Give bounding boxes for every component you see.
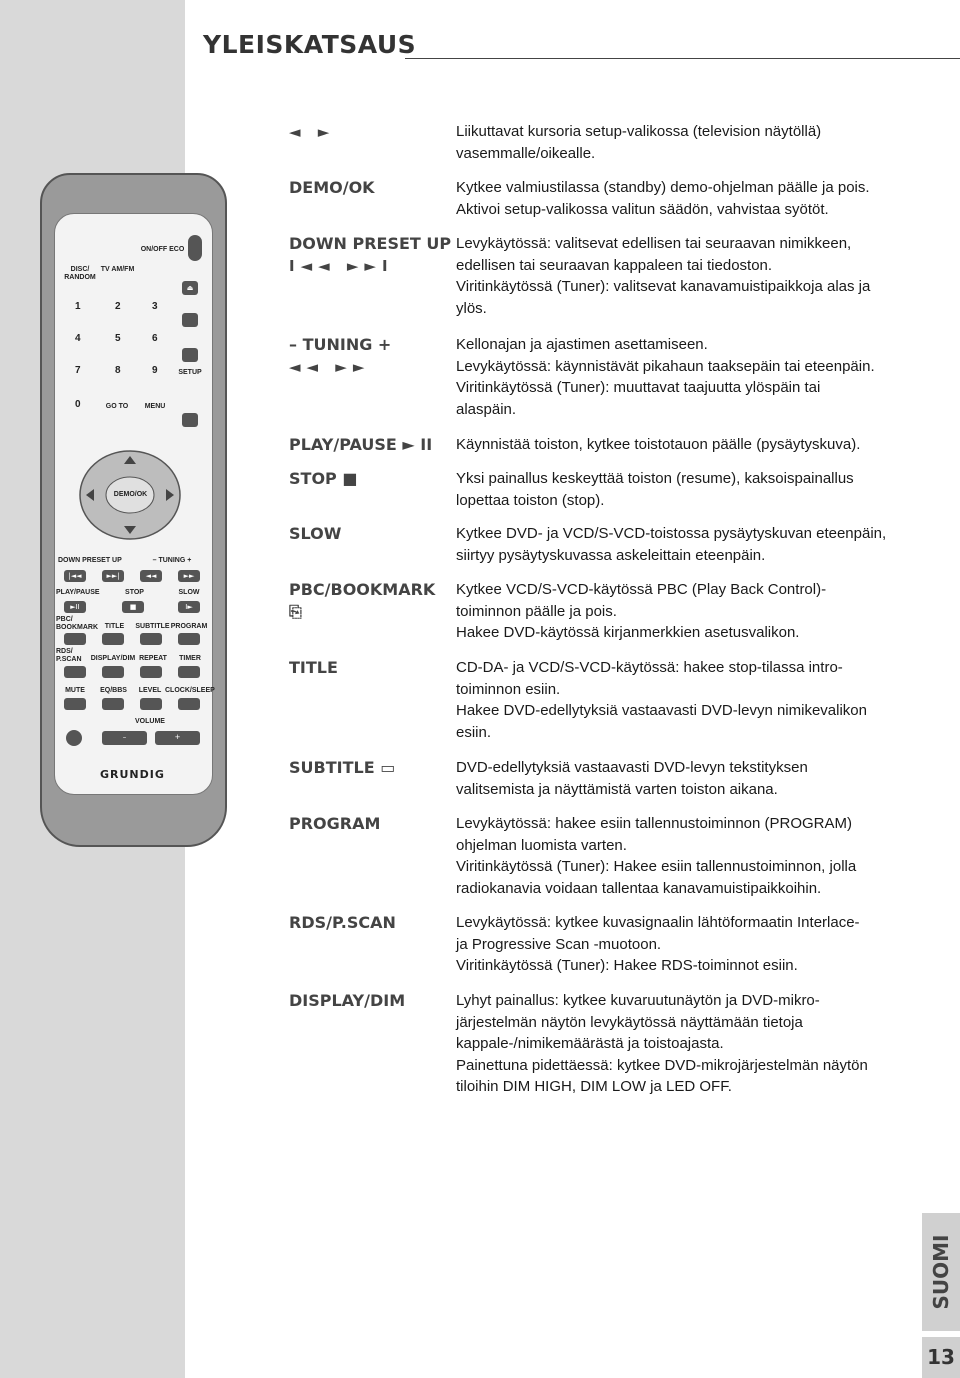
description-line: ohjelman luomista varten. [456, 836, 627, 854]
description-line: Viritinkäytössä (Tuner): muuttavat taajuutta ylöspäin tai [456, 379, 821, 397]
search-icons: ◄◄ ►► [289, 358, 371, 376]
remote-digit-0: 0 [75, 399, 81, 410]
rewind-button: ◄◄ [140, 570, 162, 582]
description-line: radiokanavia voidaan tallentaa kanavamuistipaikkoihin. [456, 879, 822, 897]
power-button [188, 235, 202, 261]
remote-label-clock-sleep: CLOCK/SLEEP [165, 687, 215, 694]
remote-label-pbc-bookmark: PBC/ BOOKMARK [56, 616, 98, 631]
page-title: YLEISKATSAUS [203, 30, 417, 59]
description-line: vasemmalle/oikealle. [456, 144, 596, 162]
description-line: Lyhyt painallus: kytkee kuvaruutunäytön ja DVD-mikro- [456, 992, 820, 1009]
remote-label-onoff-eco: ON/OFF ECO [140, 246, 185, 253]
timer-button [178, 666, 200, 678]
description-line: Hakee DVD-käytössä kirjanmerkkien asetusvalikon. [456, 624, 800, 642]
entry-term: DEMO/OK [289, 178, 375, 197]
remote-digit-8: 8 [115, 365, 121, 376]
description-line: Kytkee valmiustilassa (standby) demo-ohjelman päälle ja pois. [456, 179, 870, 196]
entry-term: SUBTITLE ▭ [289, 758, 396, 777]
remote-digit-6: 6 [152, 333, 158, 344]
entry-description [456, 657, 911, 743]
title-button [102, 633, 124, 645]
play-pause-button: ►II [64, 601, 86, 613]
term-label: PBC/BOOKMARK [289, 580, 436, 599]
level-button [140, 698, 162, 710]
entry-term: RDS/P.SCAN [289, 913, 396, 932]
clock-button [178, 698, 200, 710]
eject-button: ⏏ [182, 281, 198, 295]
description-line: Kytkee VCD/S-VCD-käytössä PBC (Play Back Control)- [456, 581, 827, 598]
description-line: Viritinkäytössä (Tuner): Hakee esiin tallennustoiminnon, jolla [456, 858, 857, 876]
entry-description [456, 579, 911, 644]
description-line: lopettaa toiston (stop). [456, 491, 605, 509]
entry-description [456, 121, 911, 164]
remote-label-tv-amfm: TV AM/FM [100, 266, 135, 273]
description-line: ylös. [456, 299, 487, 317]
description-line: Viritinkäytössä (Tuner): valitsevat kanavamuistipaikkoja alas ja [456, 278, 871, 296]
page-number: 13 [922, 1337, 960, 1378]
description-line: Levykäytössä: valitsevat edellisen tai seuraavan nimikkeen, [456, 235, 852, 252]
remote-label-repeat: REPEAT [139, 655, 167, 662]
zoom-button [182, 348, 198, 362]
remote-label-goto: GO TO [105, 403, 129, 410]
brand-logo: GRUNDIG [100, 768, 165, 781]
remote-label-slow: SLOW [178, 589, 200, 596]
slow-button: I► [178, 601, 200, 613]
entry-term [289, 579, 454, 623]
audio-button [66, 730, 82, 746]
entry-term: PLAY/PAUSE ► II [289, 435, 433, 454]
entry-term: SLOW [289, 524, 342, 543]
remote-label-display-dim: DISPLAY/DIM [90, 655, 136, 662]
remote-label-setup: SETUP [178, 369, 202, 376]
entry-term: ◄ ► [289, 123, 336, 141]
description-line: Viritinkäytössä (Tuner): Hakee RDS-toiminnot esiin. [456, 957, 798, 975]
remote-digit-3: 3 [152, 301, 158, 312]
remote-label-rds-pscan: RDS/ P.SCAN [56, 648, 82, 663]
description-line: Levykäytössä: käynnistävät pikahaun taaksepäin tai eteenpäin. [456, 357, 875, 375]
description-line: ja Progressive Scan -muotoon. [456, 935, 662, 953]
language-label: SUOMI [929, 1234, 953, 1310]
entry-description [456, 233, 911, 319]
description-line: Levykäytössä: kytkee kuvasignaalin lähtöformaatin Interlace- [456, 914, 860, 931]
entry-description [456, 177, 911, 220]
volume-up-button: + [155, 731, 200, 745]
entry-term [289, 233, 454, 277]
entry-description [456, 523, 911, 566]
remote-digit-9: 9 [152, 365, 158, 376]
remote-label-program: PROGRAM [170, 623, 208, 630]
entry-term [289, 334, 454, 378]
description-line: valitsemista ja näyttämistä varten toiston aikana. [456, 780, 778, 798]
remote-digit-5: 5 [115, 333, 121, 344]
rds-button [64, 666, 86, 678]
description-line: Kytkee DVD- ja VCD/S-VCD-toistossa pysäytyskuvan eteenpäin, [456, 525, 887, 542]
description-line: Liikuttavat kursoria setup-valikossa (television näytöllä) [456, 123, 822, 140]
entry-description [456, 434, 911, 456]
remote-label-level: LEVEL [138, 687, 162, 694]
term-label: DOWN PRESET UP [289, 234, 452, 253]
remote-label-menu: MENU [144, 403, 166, 410]
remote-label-title: TITLE [104, 623, 125, 630]
entry-description [456, 334, 911, 420]
remote-label-tuning: – TUNING + [152, 557, 192, 564]
description-line: CD-DA- ja VCD/S-VCD-käytössä: hakee stop-tilassa intro- [456, 659, 843, 676]
remote-label-play-pause: PLAY/PAUSE [56, 589, 100, 596]
angle-button [182, 313, 198, 327]
remote-digit-1: 1 [75, 301, 81, 312]
description-line: Kellonajan ja ajastimen asettamiseen. [456, 336, 708, 353]
description-line: Hakee DVD-edellytyksiä vastaavasti DVD-levyn nimikevalikon [456, 702, 867, 720]
remote-digit-2: 2 [115, 301, 121, 312]
description-line: toiminnon päälle ja pois. [456, 602, 617, 620]
skip-forward-button: ►►| [102, 570, 124, 582]
description-line: edellisen tai seuraavan kappaleen tai tiedoston. [456, 256, 773, 274]
bookmark-icon: ⎘ [289, 602, 302, 621]
term-label: – TUNING + [289, 335, 392, 354]
remote-label-volume: VOLUME [135, 718, 165, 725]
remote-label-timer: TIMER [179, 655, 201, 662]
description-line: kappale-/nimikemäärästä ja toistoajasta. [456, 1035, 724, 1053]
menu-button [182, 413, 198, 427]
description-line: Käynnistää toiston, kytkee toistotauon päälle (pysäytyskuva). [456, 436, 861, 453]
description-line: järjestelmän näytön levykäytössä näyttämään tietoja [456, 1013, 803, 1031]
subtitle-button [140, 633, 162, 645]
description-line: DVD-edellytyksiä vastaavasti DVD-levyn tekstityksen [456, 759, 808, 776]
title-rule [405, 58, 960, 59]
remote-label-demo-ok: DEMO/OK [113, 491, 148, 498]
bookmark-button [64, 633, 86, 645]
remote-control-illustration [40, 173, 225, 845]
remote-label-down-preset-up: DOWN PRESET UP [58, 557, 122, 564]
eq-button [102, 698, 124, 710]
remote-label-disc-random: DISC/ RANDOM [64, 266, 96, 281]
remote-label-eq-bbs: EQ/BBS [100, 687, 127, 694]
remote-digit-4: 4 [75, 333, 81, 344]
entry-term: STOP ■ [289, 469, 358, 488]
entry-term: TITLE [289, 658, 338, 677]
entry-description [456, 990, 911, 1098]
description-line: Aktivoi setup-valikossa valitun säädön, vahvistaa syötöt. [456, 200, 829, 218]
volume-down-button: – [102, 731, 147, 745]
description-line: esiin. [456, 723, 492, 741]
description-line: Yksi painallus keskeyttää toiston (resume), kaksoispainallus [456, 470, 854, 487]
entry-description [456, 813, 911, 899]
description-line: toiminnon esiin. [456, 680, 561, 698]
program-button [178, 633, 200, 645]
entry-description [456, 468, 911, 511]
description-line: Painettuna pidettäessä: kytkee DVD-mikrojärjestelmän näytön [456, 1056, 868, 1074]
fast-forward-button: ►► [178, 570, 200, 582]
remote-label-mute: MUTE [65, 687, 85, 694]
entry-description [456, 912, 911, 977]
entry-term: DISPLAY/DIM [289, 991, 406, 1010]
repeat-button [140, 666, 162, 678]
remote-digit-7: 7 [75, 365, 81, 376]
entry-term: PROGRAM [289, 814, 381, 833]
entry-description [456, 757, 911, 800]
mute-button [64, 698, 86, 710]
display-button [102, 666, 124, 678]
description-line: alaspäin. [456, 400, 517, 418]
stop-button: ■ [122, 601, 144, 613]
skip-icons: I◄◄ ►►I [289, 257, 394, 275]
skip-back-button: |◄◄ [64, 570, 86, 582]
description-line: tiloihin DIM HIGH, DIM LOW ja LED OFF. [456, 1078, 732, 1096]
remote-label-stop: STOP [125, 589, 144, 596]
description-line: siirtyy pysäytyskuvassa askeleittain eteenpäin. [456, 546, 766, 564]
description-line: Levykäytössä: hakee esiin tallennustoiminnon (PROGRAM) [456, 815, 853, 832]
language-tab [922, 1213, 960, 1331]
remote-label-subtitle: SUBTITLE [135, 623, 170, 630]
